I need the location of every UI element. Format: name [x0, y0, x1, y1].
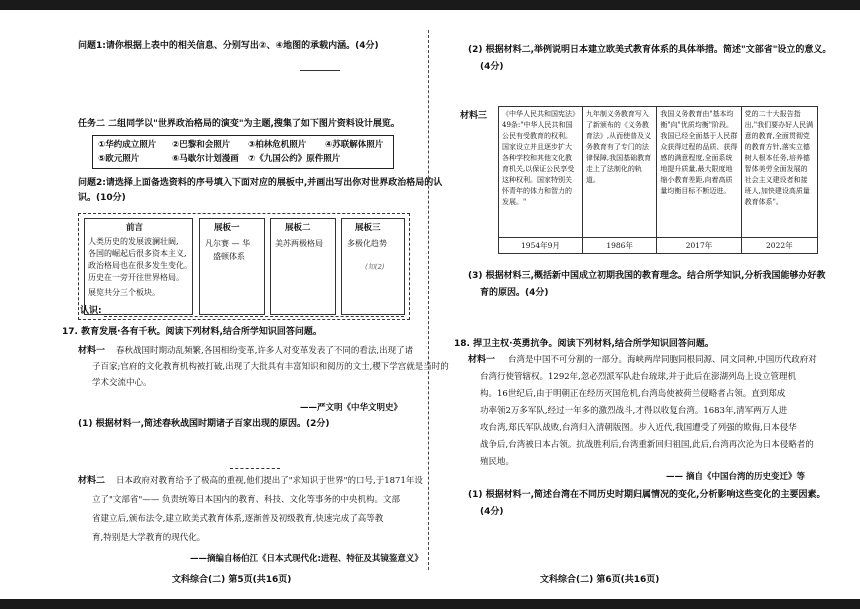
material-1-label: 材料一: [78, 346, 106, 356]
foreword-text: 展览共分三个板块。: [88, 288, 160, 297]
question-2-line1: 问题2:请选择上面备选资料的序号填入下面对应的展板中,并画出写出你对世界政治格局的认: [78, 178, 443, 188]
panel-2-title: 展板二: [285, 223, 311, 233]
material-1-source: —— 摘自《中国台湾的历史变迁》等: [666, 472, 805, 482]
table-row: [499, 107, 818, 238]
photo-option: ②巴黎和会照片: [172, 140, 231, 150]
material-2-source: ——摘编自杨伯江《日本式现代化:进程、特征及其镜鉴意义》: [190, 554, 423, 564]
material-2-text: 立了"文部省"—— 负责统筹日本国内的教育、科技、文化等事务的中央机构。文部: [92, 495, 401, 505]
question-18-title: 18. 捍卫主权·英勇抗争。阅读下列材料,结合所学知识回答问题。: [454, 339, 714, 349]
answer-line: [230, 468, 280, 469]
table-year-cell: 2022年: [741, 238, 817, 254]
task-2-heading: 任务二 二组同学以"世界政治格局的演变"为主题,搜集了如下图片资料设计展览。: [78, 119, 400, 129]
question-1-line1: (1) 根据材料一,简述台湾在不同历史时期归属情况的变化,分析影响这些变化的主要因素。: [468, 490, 826, 500]
foreword-text: 政治格局也在很多发生变化。: [88, 261, 192, 270]
panel-1-text: 盛顿体系: [213, 252, 245, 261]
table-cell: 《中华人民共和国宪法》49条:"中华人民共和国公民有受教育的权利。国家设立并且逐步扩大各种学校和其他文化教育机关,以保证公民享受这种权利。国家特别关怀青年的体力和智力的发展。": [499, 107, 583, 238]
material-3-label: 材料三: [460, 111, 488, 121]
material-1-text: 台湾行使管辖权。1292年,忽必烈派军队赴台琉球,并于此后在澎湖列岛上设立管理机: [480, 372, 797, 382]
photo-option: ③柏林危机照片: [248, 140, 307, 150]
question-17-title: 17. 教育发展·各有千秋。阅读下列材料,结合所学知识回答问题。: [62, 327, 322, 337]
panel-3-text: 多极化趋势: [347, 239, 387, 248]
material-1-text: 攻台湾,郑氏军队战败,台湾归入清朝版图。步入近代,我国遭受了列强的欺侮,日本侵华: [480, 423, 797, 433]
table-cell: 我国义务教育由"基本均衡"向"优质均衡"阶段。我国已经全面基于人民群众获得过程的品质、获得感的满意程度,全面系统地提升质量,最大限度地缩小教育差距,向着高质量均衡目标不断迈进。: [657, 107, 741, 238]
material-1-text: 台湾是中国不可分割的一部分。海峡两岸同胞同根同源、同文同种,中国历代政府对: [508, 355, 817, 365]
table-year-cell: 1986年: [582, 238, 656, 254]
material-3-table: [498, 106, 818, 254]
table-year-cell: 2017年: [657, 238, 741, 254]
handwriting-mark: (知(2): [365, 263, 385, 271]
material-2-text: 日本政府对教育给予了极高的重视,他们提出了"求知识于世界"的口号,于1871年设: [116, 476, 423, 486]
photo-option: ①华约成立照片: [98, 140, 157, 150]
foreword-text: 人类历史的发展波澜壮阔,: [88, 237, 179, 246]
material-2-text: 省建立后,颁布法令,建立欧美式教育体系,逐渐普及初级教育,快速完成了高等教: [92, 514, 384, 524]
photo-option: ⑥马歇尔计划漫画: [172, 154, 239, 164]
material-1-text: 殖民地。: [480, 457, 515, 467]
foreword-text: 历史在一旁开往世界格局。: [88, 273, 184, 282]
foreword-title: 前言: [126, 223, 144, 233]
table-cell: 九年制义务教育写入了新颁布的《义务教育法》,从而使普及义务教育有了专门的法律保障,我国基础教育走上了法制化的轨道。: [582, 107, 656, 238]
material-1-text: 功率领2万多军队,经过一年多的激烈战斗,才得以收复台湾。1683年,清军两万人进: [480, 406, 788, 416]
photo-option: ④苏联解体照片: [325, 140, 384, 150]
question-3-line2: 育的原因。(4分): [480, 288, 549, 298]
material-1-label: 材料一: [468, 355, 496, 365]
material-1-text: 战争后,台湾被日本占领。抗战胜利后,台湾重新回归祖国,此后,台湾再次沦为日本侵略者的: [480, 440, 814, 450]
page-footer: 文科综合(二) 第6页(共16页): [540, 575, 660, 585]
material-1-text: 春秋战国时期动乱频繁,各国相纷变革,许多人对变革发表了不同的看法,出现了诸: [116, 346, 414, 356]
question-3-line1: (3) 根据材料三,概括新中国成立初期我国的教育理念。结合所学知识,分析我国能够办好教: [468, 271, 826, 281]
material-1-source: ——严文明《中华文明史》: [300, 403, 403, 413]
question-1: 问题1:请你根据上表中的相关信息、分别写出②、④地图的承载内涵。(4分): [78, 41, 379, 51]
answer-line: [300, 70, 340, 71]
question-1-score: (4分): [480, 507, 504, 517]
question-2-score: (4分): [480, 62, 504, 72]
material-2-label: 材料二: [78, 476, 106, 486]
question-17-1: (1) 根据材料一,简述春秋战国时期诸子百家出现的原因。(2分): [78, 419, 330, 429]
panel-1-text: 凡尔赛 — 华: [205, 239, 251, 248]
table-year-cell: 1954年9月: [499, 238, 583, 254]
material-1-text: 子百家;官府的文化教育机构被打破,出现了大批具有丰富知识和阅历的文士,稷下学宫就是当时的: [92, 362, 449, 372]
panel-3-title: 展板三: [355, 223, 381, 233]
photo-option: ⑤欧元照片: [98, 154, 140, 164]
panel-1-title: 展板一: [214, 223, 240, 233]
question-2-line2: 识。(10分): [78, 193, 126, 203]
table-row: [499, 238, 818, 254]
foreword-text: 各国的崛起后很多资本主义,: [88, 249, 187, 258]
material-2-text: 育,特别是大学教育的现代化。: [92, 533, 206, 543]
material-1-text: 学术交流中心。: [92, 378, 152, 388]
question-2: (2) 根据材料二,举例说明日本建立欧美式教育体系的具体举措。简述"文部省"设立的意义。: [468, 45, 832, 55]
right-page: [430, 0, 860, 609]
page-footer: 文科综合(二) 第5页(共16页): [172, 575, 292, 585]
photo-option: ⑦《九国公约》原件照片: [248, 154, 341, 164]
panel-2-text: 美苏两极格局: [275, 239, 323, 248]
answer-line: [104, 316, 404, 317]
material-1-text: 构。16世纪后,由于明朝正在经历灭国危机,台湾岛使被荷兰侵略者占领。直到郑成: [480, 389, 786, 399]
recognition-label: 认识:: [80, 306, 102, 316]
table-cell: 党的二十大报告指出,"我们要办好人民满意的教育,全面贯彻党的教育方针,落实立德树人根本任务,培养德智体美劳全面发展的社会主义建设者和接班人,加快建设高质量教育体系"。: [741, 107, 817, 238]
